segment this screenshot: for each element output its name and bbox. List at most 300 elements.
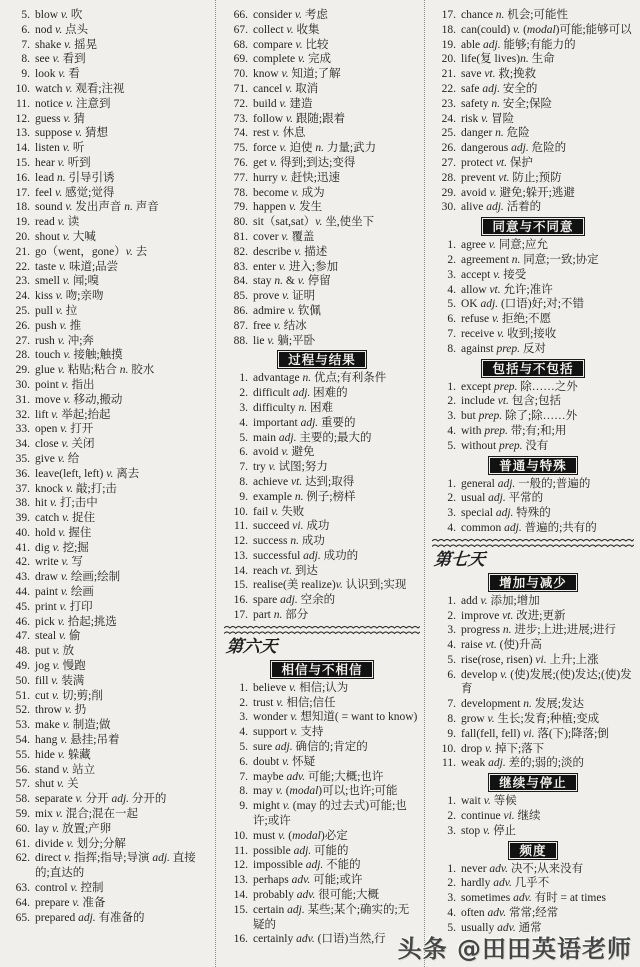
entry-number: 43. — [15, 571, 30, 584]
entry-text: avoid v. 避免;躲开;逃避 — [461, 186, 575, 199]
entry-text: cut v. 切;剪;削 — [35, 689, 103, 702]
entry-text: able adj. 能够;有能力的 — [461, 38, 576, 51]
vocab-entry — [224, 245, 420, 260]
vocab-entry — [224, 112, 420, 127]
vocab-entry — [432, 506, 634, 521]
vocab-entry — [6, 822, 210, 837]
entry-text: hurry v. 赶快;迅速 — [253, 171, 341, 184]
entry-text: direct v. 指挥;指导;导演 adj. 直接的;直达的 — [35, 852, 196, 880]
vocab-entry — [432, 200, 634, 215]
entry-number: 29. — [441, 186, 456, 199]
entry-text: drop v. 掉下;落下 — [461, 742, 545, 755]
entry-text: collect v. 收集 — [253, 23, 320, 36]
entry-number: 63. — [15, 882, 30, 895]
vocab-entry — [6, 437, 210, 452]
entry-text: avoid v. 避免 — [253, 446, 315, 459]
entry-number: 14. — [15, 142, 30, 155]
vocab-entry — [6, 911, 210, 926]
entry-number: 11. — [234, 844, 248, 857]
vocab-entry — [224, 740, 420, 755]
entry-text: sound v. 发出声音 n. 声音 — [35, 201, 159, 214]
entry-number: 10. — [233, 829, 248, 842]
entry-number: 1. — [239, 681, 248, 694]
vocab-entry — [6, 644, 210, 659]
wave-divider — [432, 538, 634, 549]
vocab-entry — [6, 482, 210, 497]
entry-number: 11. — [16, 97, 30, 110]
vocab-entry — [432, 862, 634, 877]
entry-text: reach vt. 到达 — [253, 564, 318, 577]
entry-number: 80. — [233, 216, 248, 229]
vocab-entry — [224, 274, 420, 289]
vocab-entry — [224, 460, 420, 475]
vocab-entry — [6, 585, 210, 600]
entry-number: 44. — [15, 586, 30, 599]
entry-number: 14. — [233, 564, 248, 577]
entry-number: 4. — [447, 283, 456, 296]
entry-number: 5. — [447, 921, 456, 934]
entry-number: 24. — [441, 112, 456, 125]
entry-text: admire v. 钦佩 — [253, 304, 321, 317]
entry-number: 8. — [239, 475, 248, 488]
entry-text: fail v. 失败 — [253, 505, 305, 518]
entry-number: 5. — [447, 298, 456, 311]
entry-text: example n. 例子;榜样 — [253, 490, 356, 503]
vocab-entry — [224, 126, 420, 141]
entry-text: cover v. 覆盖 — [253, 230, 315, 243]
entry-number: 18. — [15, 201, 30, 214]
vocab-entry — [6, 156, 210, 171]
vocab-entry — [432, 697, 634, 712]
vocab-entry — [6, 807, 210, 822]
entry-text: danger n. 危险 — [461, 127, 530, 140]
vocab-entry — [224, 755, 420, 770]
section-header — [488, 573, 578, 592]
entry-text: feel v. 感觉;觉得 — [35, 186, 115, 199]
entry-number: 60. — [15, 822, 30, 835]
day-label: 第六天 — [225, 636, 279, 657]
entry-number: 73. — [233, 112, 248, 125]
entry-number: 1. — [447, 239, 456, 252]
entry-text: print v. 打印 — [35, 600, 93, 613]
entry-text: shut v. 关 — [35, 778, 79, 791]
entry-number: 12. — [15, 112, 30, 125]
entry-text: continue vi. 继续 — [461, 810, 541, 823]
vocab-entry — [224, 829, 420, 844]
vocab-entry — [6, 348, 210, 363]
entry-number: 20. — [15, 230, 30, 243]
vocab-entry — [224, 319, 420, 334]
vocab-entry — [6, 555, 210, 570]
entry-number: 6. — [447, 668, 456, 681]
entry-text: prepared adj. 有准备的 — [35, 911, 145, 924]
entry-text: alive adj. 活着的 — [461, 201, 542, 214]
vocab-entry — [432, 439, 634, 454]
entry-text: weak adj. 差的;弱的;淡的 — [461, 757, 584, 770]
entry-number: 13. — [233, 874, 248, 887]
entry-text: push v. 推 — [35, 319, 82, 332]
vocab-entry — [6, 851, 210, 881]
entry-text: against prep. 反对 — [461, 342, 546, 355]
entry-number: 4. — [239, 726, 248, 739]
entry-text: guess v. 猜 — [35, 112, 85, 125]
vocab-entry — [6, 97, 210, 112]
entry-number: 28. — [441, 171, 456, 184]
entry-text: hang v. 悬挂;吊着 — [35, 734, 120, 747]
entry-text: important adj. 重要的 — [253, 416, 356, 429]
entry-text: stay n. & v. 停留 — [253, 275, 331, 288]
vocab-entry — [432, 394, 634, 409]
entry-text: maybe adv. 可能;大概;也许 — [253, 770, 384, 783]
vocab-entry — [432, 491, 634, 506]
entry-text: free v. 结冰 — [253, 319, 307, 332]
entry-number: 13. — [233, 549, 248, 562]
vocab-entry — [432, 253, 634, 268]
entry-number: 19. — [441, 38, 456, 51]
entry-number: 7. — [239, 770, 248, 783]
entry-text: jog v. 慢跑 — [35, 660, 86, 673]
entry-text: success n. 成功 — [253, 535, 325, 548]
entry-text: put v. 放 — [35, 645, 75, 658]
vocab-entry — [6, 718, 210, 733]
entry-text: close v. 关闭 — [35, 438, 95, 451]
vocab-entry — [224, 844, 420, 859]
entry-text: watch v. 观看;注视 — [35, 82, 125, 95]
entry-text: impossible adj. 不能的 — [253, 859, 361, 872]
vocab-entry — [432, 653, 634, 668]
vocab-entry — [6, 334, 210, 349]
entry-number: 3. — [239, 711, 248, 724]
vocab-entry — [432, 521, 634, 536]
entry-text: write v. 写 — [35, 556, 84, 569]
entry-text: life(复 lives)n. 生命 — [461, 53, 555, 66]
entry-number: 26. — [15, 319, 30, 332]
vocab-entry — [432, 52, 634, 67]
vocab-entry — [432, 141, 634, 156]
vocab-entry — [6, 570, 210, 585]
entry-text: listen v. 听 — [35, 142, 85, 155]
entry-text: become v. 成为 — [253, 186, 325, 199]
vocab-entry — [432, 186, 634, 201]
vocab-entry — [432, 794, 634, 809]
vocab-entry — [6, 52, 210, 67]
day-label: 第七天 — [433, 549, 487, 570]
vocab-entry — [6, 763, 210, 778]
vocab-entry — [224, 593, 420, 608]
vocab-entry — [224, 445, 420, 460]
entry-number: 16. — [15, 171, 30, 184]
entry-text: possible adj. 可能的 — [253, 844, 349, 857]
entry-text: dangerous adj. 危险的 — [461, 142, 567, 155]
vocab-entry — [224, 215, 420, 230]
vocab-entry — [432, 23, 634, 38]
section-header-label: 继续与停止 — [490, 775, 576, 790]
entry-number: 3. — [447, 268, 456, 281]
entry-number: 66. — [233, 9, 248, 21]
entry-number: 3. — [447, 410, 456, 423]
entry-number: 76. — [233, 156, 248, 169]
vocab-entry — [6, 245, 210, 260]
entry-text: trust v. 相信;信任 — [253, 696, 336, 709]
entry-number: 74. — [233, 127, 248, 140]
entry-text: suppose v. 猜想 — [35, 127, 108, 140]
entry-number: 21. — [15, 245, 30, 258]
vocab-entry — [432, 380, 634, 395]
vocab-entry — [224, 696, 420, 711]
entry-number: 51. — [15, 689, 30, 702]
entry-text: notice v. 注意到 — [35, 97, 111, 110]
vocab-entry — [432, 742, 634, 757]
vocab-entry — [224, 82, 420, 97]
entry-number: 2. — [447, 810, 456, 823]
entry-number: 2. — [239, 696, 248, 709]
entry-text: glue v. 粘贴;粘合 n. 胶水 — [35, 364, 155, 377]
entry-number: 21. — [441, 68, 456, 81]
entry-text: look v. 看 — [35, 68, 80, 81]
entry-number: 3. — [239, 401, 248, 414]
vocab-entry — [6, 467, 210, 482]
entry-text: go（went，gone）v. 去 — [35, 245, 148, 258]
vocab-entry — [6, 408, 210, 423]
entry-number: 69. — [233, 53, 248, 66]
entry-number: 9. — [239, 800, 248, 813]
vocab-entry — [6, 8, 210, 23]
vocab-entry — [432, 756, 634, 771]
entry-text: see v. 看到 — [35, 53, 86, 66]
entry-number: 79. — [233, 201, 248, 214]
vocab-entry — [6, 304, 210, 319]
entry-number: 5. — [239, 741, 248, 754]
entry-text: sit（sat,sat）v. 坐,使坐下 — [253, 216, 375, 229]
entry-text: include vt. 包含;包括 — [461, 395, 561, 408]
column-divider — [424, 0, 425, 967]
vocab-entry — [432, 67, 634, 82]
entry-text: enter v. 进入;参加 — [253, 260, 339, 273]
section-header-label: 频度 — [510, 843, 555, 858]
entry-text: wonder v. 想知道( = want to know) — [253, 711, 418, 724]
entry-text: fill v. 装满 — [35, 674, 85, 687]
entry-number: 75. — [233, 142, 248, 155]
entry-text: OK adj. (口语)好;对;不错 — [461, 298, 585, 311]
vocab-entry — [432, 668, 634, 698]
entry-number: 65. — [15, 911, 30, 924]
vocab-entry — [6, 526, 210, 541]
wave-divider — [224, 625, 420, 636]
entry-number: 7. — [239, 461, 248, 474]
entry-number: 77. — [233, 171, 248, 184]
entry-text: shout v. 大喊 — [35, 230, 96, 243]
entry-number: 48. — [15, 645, 30, 658]
entry-number: 5. — [21, 9, 30, 21]
vocab-entry — [224, 8, 420, 23]
vocab-entry — [6, 215, 210, 230]
vocab-entry — [432, 38, 634, 53]
entry-text: except prep. 除……之外 — [461, 380, 578, 393]
entry-number: 15. — [233, 579, 248, 592]
vocab-entry — [432, 727, 634, 742]
vocab-entry — [6, 496, 210, 511]
entry-number: 49. — [15, 660, 30, 673]
vocab-entry — [224, 230, 420, 245]
entry-text: lead n. 引导引诱 — [35, 171, 115, 184]
entry-number: 27. — [15, 334, 30, 347]
entry-text: fall(fell, fell) vi. 落(下);降落;倒 — [461, 727, 609, 740]
vocab-entry — [432, 409, 634, 424]
entry-number: 13. — [15, 127, 30, 140]
entry-text: certain adj. 某些;某个;确实的;无疑的 — [253, 903, 410, 931]
vocab-entry — [224, 770, 420, 785]
entry-text: chance n. 机会;可能性 — [461, 9, 568, 21]
entry-text: happen v. 发生 — [253, 201, 323, 214]
entry-number: 20. — [441, 53, 456, 66]
entry-text: develop v. (使)发展;(使)发达;(使)发育 — [461, 668, 632, 696]
entry-number: 17. — [233, 609, 248, 622]
vocab-entry — [6, 615, 210, 630]
vocab-entry — [432, 809, 634, 824]
vocab-entry — [6, 171, 210, 186]
entry-number: 67. — [233, 23, 248, 36]
vocab-entry — [224, 475, 420, 490]
entry-number: 5. — [447, 439, 456, 452]
entry-text: control v. 控制 — [35, 882, 104, 895]
entry-text: can(could) v. (modal)可能;能够可以 — [461, 23, 632, 36]
entry-number: 71. — [233, 82, 248, 95]
entry-number: 8. — [21, 53, 30, 66]
entry-number: 26. — [441, 142, 456, 155]
vocab-entry — [224, 799, 420, 829]
entry-number: 3. — [447, 507, 456, 520]
entry-number: 7. — [21, 38, 30, 51]
entry-text: grow v. 生长;发育;种植;变成 — [461, 713, 600, 726]
entry-text: safety n. 安全;保险 — [461, 97, 553, 110]
entry-text: read v. 读 — [35, 216, 80, 229]
vocab-entry — [6, 141, 210, 156]
entry-number: 25. — [441, 127, 456, 140]
entry-text: allow vt. 允许;准许 — [461, 283, 553, 296]
entry-text: without prep. 没有 — [461, 439, 549, 452]
vocab-entry — [224, 932, 420, 947]
vocab-entry — [224, 371, 420, 386]
entry-text: compare v. 比较 — [253, 38, 329, 51]
vocab-entry — [432, 297, 634, 312]
entry-number: 6. — [447, 313, 456, 326]
entry-text: accept v. 接受 — [461, 268, 527, 281]
vocab-entry — [224, 260, 420, 275]
entry-text: doubt v. 怀疑 — [253, 755, 316, 768]
section-header — [481, 359, 584, 378]
vocab-entry — [6, 112, 210, 127]
entry-text: special adj. 特殊的 — [461, 507, 551, 520]
entry-number: 68. — [233, 38, 248, 51]
entry-text: follow v. 跟随;跟着 — [253, 112, 346, 125]
column-3 — [432, 8, 634, 936]
vocab-entry — [224, 784, 420, 799]
vocab-entry — [224, 888, 420, 903]
entry-number: 85. — [233, 290, 248, 303]
vocab-entry — [224, 52, 420, 67]
section-header — [481, 217, 584, 236]
entry-text: catch v. 捉住 — [35, 512, 96, 525]
entry-number: 6. — [21, 23, 30, 36]
entry-text: raise vt. (使)升高 — [461, 639, 542, 652]
entry-number: 10. — [441, 742, 456, 755]
vocab-entry — [6, 511, 210, 526]
vocab-entry — [432, 906, 634, 921]
entry-text: never adv. 决不;从来没有 — [461, 862, 584, 875]
entry-text: may v. (modal)可以;也许;可能 — [253, 785, 398, 798]
entry-text: lie v. 躺;平卧 — [253, 334, 316, 347]
section-header-label: 过程与结果 — [279, 352, 365, 367]
entry-number: 35. — [15, 452, 30, 465]
entry-text: risk v. 冒险 — [461, 112, 515, 125]
entry-text: give v. 给 — [35, 452, 80, 465]
entry-text: refuse v. 拒绝;不愿 — [461, 313, 552, 326]
vocab-entry — [6, 881, 210, 896]
entry-text: usually adv. 通常 — [461, 921, 542, 934]
entry-number: 9. — [447, 727, 456, 740]
vocab-entry — [6, 452, 210, 467]
entry-text: taste v. 味道;品尝 — [35, 260, 119, 273]
vocab-entry — [432, 8, 634, 23]
vocab-entry — [224, 416, 420, 431]
vocab-entry — [224, 171, 420, 186]
vocab-entry — [224, 549, 420, 564]
vocab-entry — [432, 342, 634, 357]
section-header — [508, 841, 557, 860]
vocab-entry — [6, 82, 210, 97]
vocab-entry — [6, 230, 210, 245]
entry-text: must v. (modal)必定 — [253, 829, 348, 842]
vocab-entry — [224, 23, 420, 38]
entry-number: 6. — [239, 446, 248, 459]
entry-number: 4. — [447, 639, 456, 652]
column-divider — [215, 0, 216, 967]
entry-text: pull v. 拉 — [35, 304, 78, 317]
entry-number: 57. — [15, 778, 30, 791]
entry-text: force v. 迫使 n. 力量;武力 — [253, 142, 377, 155]
entry-text: try v. 试图;努力 — [253, 461, 328, 474]
vocab-entry — [432, 594, 634, 609]
entry-number: 32. — [15, 408, 30, 421]
entry-number: 33. — [15, 423, 30, 436]
entry-number: 15. — [15, 156, 30, 169]
entry-number: 1. — [447, 594, 456, 607]
entry-text: stand v. 站立 — [35, 763, 96, 776]
entry-number: 30. — [441, 201, 456, 214]
vocab-entry — [432, 156, 634, 171]
entry-number: 82. — [233, 245, 248, 258]
entry-number: 2. — [447, 609, 456, 622]
entry-number: 59. — [15, 808, 30, 821]
entry-text: general adj. 一般的;普遍的 — [461, 477, 591, 490]
vocab-entry — [224, 608, 420, 623]
entry-text: progress n. 进步;上进;进展;进行 — [461, 624, 616, 637]
vocab-entry — [224, 289, 420, 304]
entry-number: 38. — [15, 497, 30, 510]
entry-number: 70. — [233, 68, 248, 81]
vocab-entry — [224, 873, 420, 888]
entry-text: draw v. 绘画;绘制 — [35, 571, 121, 584]
vocab-entry — [432, 477, 634, 492]
entry-text: rest v. 休息 — [253, 127, 306, 140]
entry-text: touch v. 接触;触摸 — [35, 349, 123, 362]
entry-text: prepare v. 准备 — [35, 896, 106, 909]
vocab-entry — [6, 896, 210, 911]
vocab-entry — [6, 674, 210, 689]
entry-text: sure adj. 确信的;肯定的 — [253, 741, 368, 754]
entry-text: nod v. 点头 — [35, 23, 89, 36]
entry-text: blow v. 吹 — [35, 9, 83, 21]
